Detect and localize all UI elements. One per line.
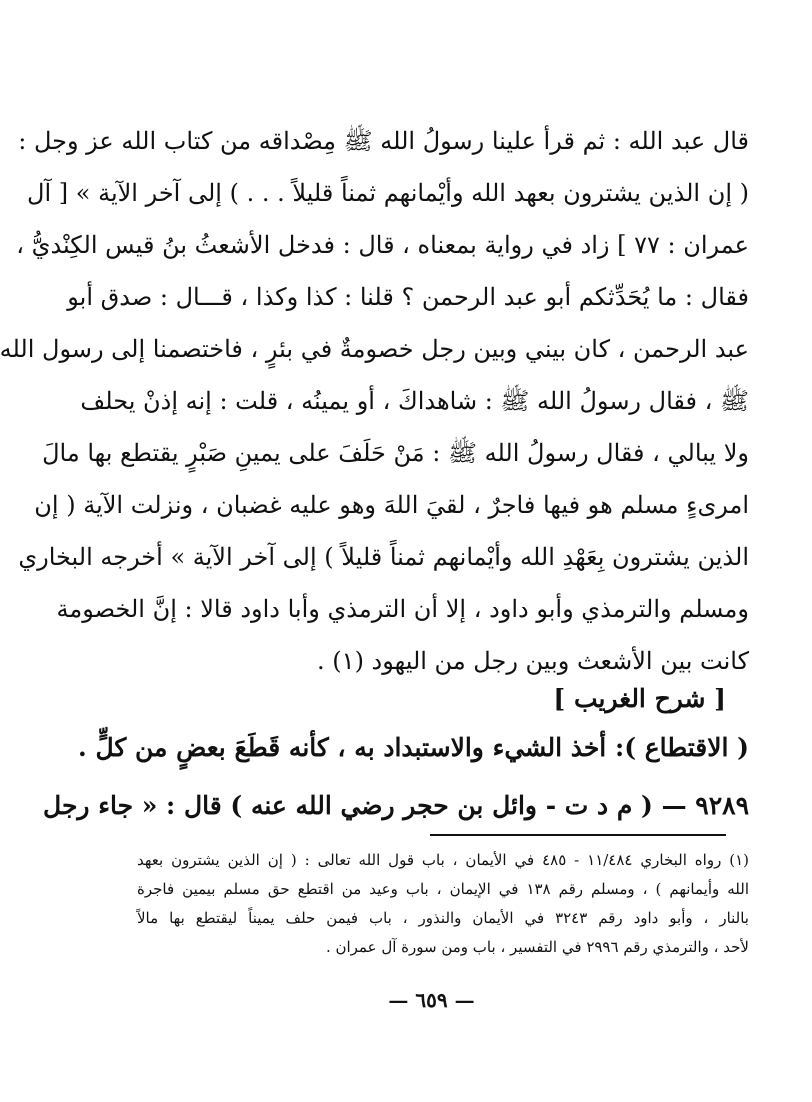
- footnote-divider: [430, 834, 726, 836]
- main-text-line: ومسلم والترمذي وأبو داود ، إلا أن الترمذي وأبا داود قالا : إنَّ الخصومة: [56, 595, 749, 623]
- footnote-line: (١) رواه البخاري ١١/٤٨٤ - ٤٨٥ في الأيمان ، باب قول الله تعالى : ( إن الذين يشترون بعهد: [137, 851, 749, 869]
- main-text-line: كانت بين الأشعث وبين رجل من اليهود (١) .: [317, 647, 749, 675]
- main-text-line: امرىءٍ مسلم هو فيها فاجرٌ ، لقيَ اللهَ وهو عليه غضبان ، ونزلت الآية ( إن: [34, 491, 749, 519]
- main-text-line: عبد الرحمن ، كان بيني وبين رجل خصومةٌ في بئرٍ ، فاختصمنا إلى رسول الله: [0, 335, 749, 363]
- footnote-line: لأحد ، والترمذي رقم ٢٩٩٦ في التفسير ، باب ومن سورة آل عمران .: [325, 938, 749, 956]
- main-text-line: ﷺ ، فقال رسولُ الله ﷺ : شاهداكَ ، أو يمينُه ، قلت : إنه إذنْ يحلف: [80, 387, 749, 415]
- gloss-entry: ( الاقتطاع ): أخذ الشيء والاستبداد به ، كأنه قَطَعَ بعضٍ من كلٍّ .: [78, 733, 749, 762]
- main-text-line: ولا يبالي ، فقال رسولُ الله ﷺ : مَنْ حَلَفَ على يمينِ صَبْرٍ يقتطع بها مالَ: [42, 439, 749, 467]
- main-text-line: عمران : ٧٧ ] زاد في رواية بمعناه ، قال : فدخل الأشعثُ بنُ قيس الكِنْديُّ ،: [16, 231, 749, 259]
- main-text-line: الذين يشترون بِعَهْدِ الله وأيْمانهم ثمناً قليلاً ) إلى آخر الآية » أخرجه البخاري: [18, 543, 749, 571]
- main-text-line: ( إن الذين يشترون بعهد الله وأيْمانهم ثمناً قليلاً . . . ) إلى آخر الآية » [ آل: [27, 179, 749, 207]
- main-text-line: فقال : ما يُحَدِّثكم أبو عبد الرحمن ؟ قلنا : كذا وكذا ، قـــال : صدق أبو: [67, 283, 749, 311]
- gloss-heading: [ شرح الغريب ]: [553, 684, 726, 713]
- next-hadith-heading: ٩٢٨٩ — ( م د ت - وائل بن حجر رضي الله عنه ) قال : « جاء رجل: [43, 791, 749, 820]
- footnote-line: الله وأيمانهم ) ، ومسلم رقم ١٣٨ في الإيمان ، باب وعيد من اقتطع حق مسلم بيمين فاجرة: [137, 880, 750, 898]
- main-text: [0, 115, 749, 687]
- footnote: [137, 846, 749, 962]
- page-number: — ٦٥٩ —: [388, 988, 475, 1012]
- main-text-line: قال عبد الله : ثم قرأ علينا رسولُ الله ﷺ مِصْداقه من كتاب الله عز وجل :: [18, 127, 749, 155]
- footnote-line: بالنار ، وأبو داود رقم ٣٢٤٣ في الأيمان والنذور ، باب فيمن حلف يميناً ليقتطع بها مالاً: [137, 909, 749, 927]
